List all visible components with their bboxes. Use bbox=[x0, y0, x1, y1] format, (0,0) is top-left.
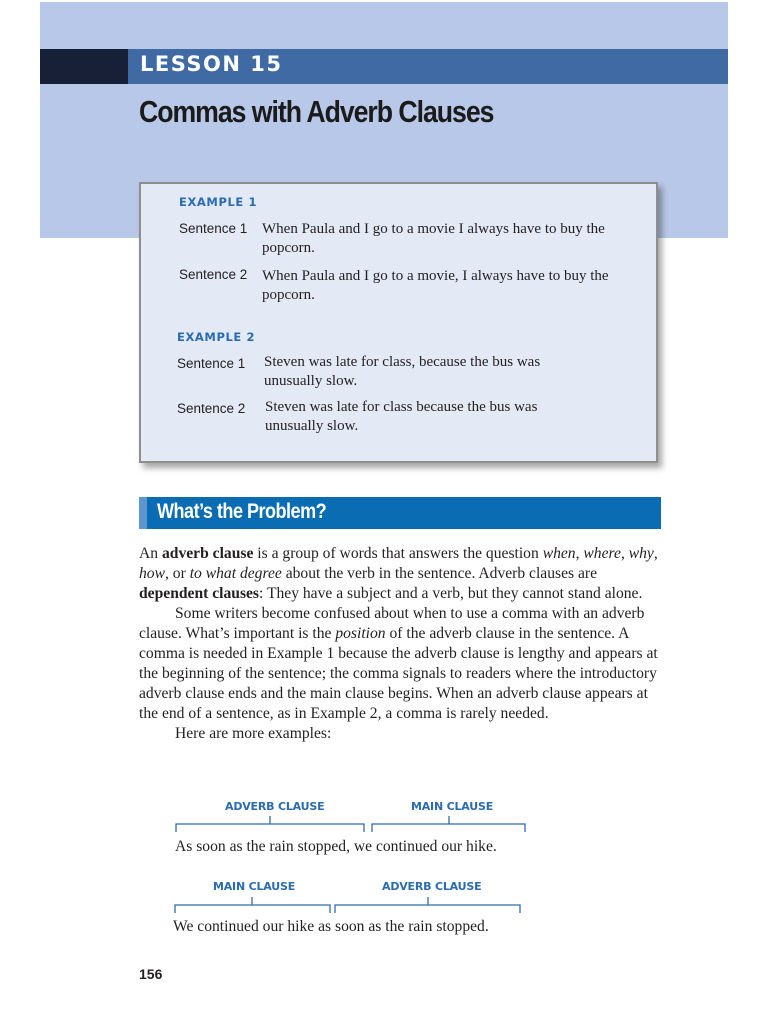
lesson-label: LESSON 15 bbox=[140, 52, 283, 76]
paragraph-2: Some writers become confused about when to use a comma with an adverb clause. What’s important is the position of the adverb clause in the sentence. A comma is needed in Example 1 because the adverb clause is lengthy and appears at the beginning of the sentence; the comma signals to readers where the introductory adverb clause ends and the main clause begins. When an adverb clause appears at the end of a sentence, as in Example 2, a comma is rarely needed. bbox=[139, 605, 658, 722]
body-text bbox=[139, 544, 661, 744]
paragraph-1: An adverb clause is a group of words that answers the question when, where, why, how, or to what degree about the verb in the sentence. Adverb clauses are dependent clauses: They have a subject and a verb, but they cannot stand alone. bbox=[139, 545, 658, 602]
diagram-1-left-bracket bbox=[176, 816, 364, 832]
diagram-2-right-label: ADVERB CLAUSE bbox=[382, 880, 482, 893]
section-title: What’s the Problem? bbox=[157, 500, 327, 523]
example-2-sentence-1-label: Sentence 1 bbox=[177, 356, 246, 371]
lesson-bar-accent bbox=[40, 49, 128, 84]
section-header-accent bbox=[139, 497, 147, 529]
diagram-1-right-label: MAIN CLAUSE bbox=[411, 800, 494, 813]
diagram-2-sentence: We continued our hike as soon as the rain stopped. bbox=[173, 918, 489, 935]
example-2-sentence-1-text: Steven was late for class, because the bus was unusually slow. bbox=[264, 354, 541, 389]
page-title: Commas with Adverb Clauses bbox=[139, 94, 494, 129]
diagram-2-right-bracket bbox=[335, 897, 520, 913]
example-2-sentence-2-label: Sentence 2 bbox=[177, 401, 246, 416]
diagram-2-left-bracket bbox=[175, 897, 330, 913]
example-1-sentence-2-label: Sentence 2 bbox=[179, 267, 248, 282]
diagram-1-right-bracket bbox=[372, 816, 525, 832]
example-1-label: EXAMPLE 1 bbox=[179, 195, 258, 209]
diagram-1-sentence: As soon as the rain stopped, we continued our hike. bbox=[175, 838, 497, 855]
diagram-1-brackets bbox=[170, 812, 532, 836]
example-1-sentence-1-text: When Paula and I go to a movie I always have to buy the popcorn. bbox=[262, 221, 605, 256]
paragraph-3: Here are more examples: bbox=[175, 725, 332, 742]
diagram-2-left-label: MAIN CLAUSE bbox=[213, 880, 296, 893]
example-2-sentence-2-text: Steven was late for class because the bus was unusually slow. bbox=[265, 399, 538, 434]
diagram-1-left-label: ADVERB CLAUSE bbox=[225, 800, 325, 813]
page-number: 156 bbox=[139, 966, 163, 982]
diagram-2-brackets bbox=[170, 893, 532, 917]
example-2-label: EXAMPLE 2 bbox=[177, 330, 256, 344]
example-1-sentence-2-text: When Paula and I go to a movie, I always have to buy the popcorn. bbox=[262, 268, 609, 303]
example-1-sentence-1-label: Sentence 1 bbox=[179, 221, 248, 236]
